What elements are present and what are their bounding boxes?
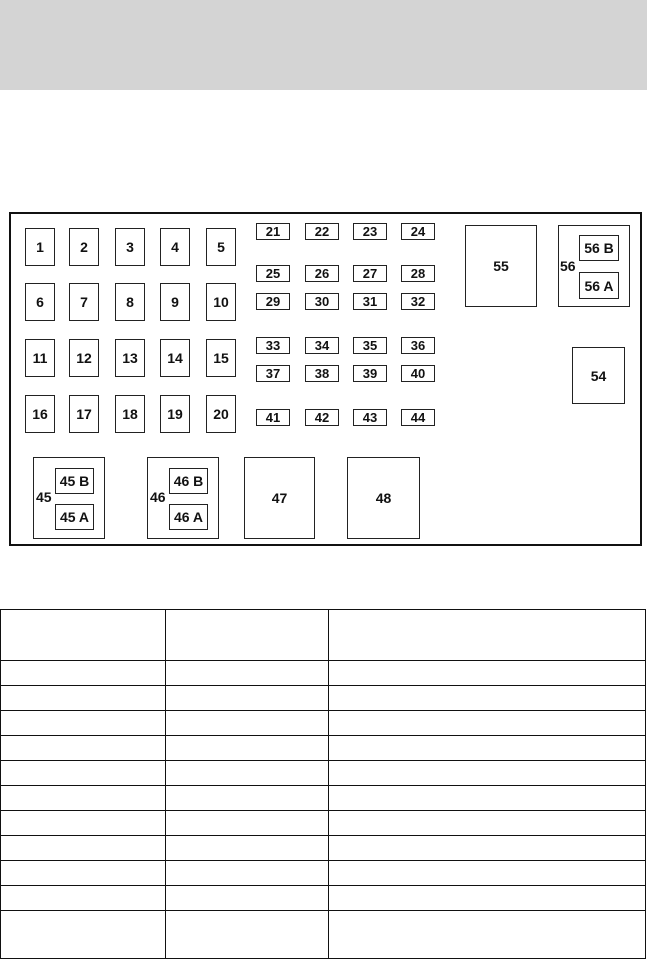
relay-55: 55 <box>465 225 537 307</box>
table-row <box>1 861 646 886</box>
header-band <box>0 0 647 90</box>
fuse-42: 42 <box>305 409 339 426</box>
table-cell <box>329 711 646 736</box>
fuse-4: 4 <box>160 228 190 266</box>
fuse-19: 19 <box>160 395 190 433</box>
header-circuits-protected <box>329 610 646 661</box>
fuse-25: 25 <box>256 265 290 282</box>
fuse-18: 18 <box>115 395 145 433</box>
fuse-35: 35 <box>353 337 387 354</box>
fuse-26: 26 <box>305 265 339 282</box>
fuse-21: 21 <box>256 223 290 240</box>
table-cell <box>1 786 166 811</box>
table-cell <box>329 861 646 886</box>
relay-54: 54 <box>572 347 625 404</box>
fuse-6: 6 <box>25 283 55 321</box>
table-cell <box>329 661 646 686</box>
table-cell <box>166 661 329 686</box>
relay-45-label: 45 <box>36 489 52 505</box>
table-cell <box>1 761 166 786</box>
table-cell <box>166 886 329 911</box>
relay-48: 48 <box>347 457 420 539</box>
fuse-12: 12 <box>69 339 99 377</box>
fuse-table <box>0 609 646 959</box>
table-row <box>1 836 646 861</box>
fuse-41: 41 <box>256 409 290 426</box>
fuse-27: 27 <box>353 265 387 282</box>
table-row <box>1 736 646 761</box>
header-amp-rating <box>166 610 329 661</box>
relay-56a: 56 A <box>579 272 619 299</box>
table-cell <box>166 761 329 786</box>
fuse-37: 37 <box>256 365 290 382</box>
fuse-30: 30 <box>305 293 339 310</box>
fuse-8: 8 <box>115 283 145 321</box>
table-cell <box>166 786 329 811</box>
table-cell <box>329 786 646 811</box>
fuse-24: 24 <box>401 223 435 240</box>
fuse-22: 22 <box>305 223 339 240</box>
fuse-3: 3 <box>115 228 145 266</box>
relay-46b: 46 B <box>169 468 208 494</box>
table-row <box>1 661 646 686</box>
fuse-28: 28 <box>401 265 435 282</box>
fuse-23: 23 <box>353 223 387 240</box>
fuse-13: 13 <box>115 339 145 377</box>
fuse-39: 39 <box>353 365 387 382</box>
fuse-44: 44 <box>401 409 435 426</box>
table-cell <box>166 861 329 886</box>
fuse-17: 17 <box>69 395 99 433</box>
table-cell <box>1 861 166 886</box>
fuse-1: 1 <box>25 228 55 266</box>
fuse-34: 34 <box>305 337 339 354</box>
table-cell <box>1 711 166 736</box>
relay-45a: 45 A <box>55 504 94 530</box>
table-row <box>1 711 646 736</box>
table-row <box>1 686 646 711</box>
table-cell <box>329 736 646 761</box>
table-cell <box>166 911 329 959</box>
table-cell <box>329 911 646 959</box>
header-fuse-position <box>1 610 166 661</box>
table-cell <box>166 686 329 711</box>
fuse-31: 31 <box>353 293 387 310</box>
table-body <box>1 661 646 959</box>
fuse-15: 15 <box>206 339 236 377</box>
fuse-panel-diagram <box>9 212 642 546</box>
table-cell <box>166 811 329 836</box>
table-cell <box>166 836 329 861</box>
table-cell <box>1 836 166 861</box>
fuse-29: 29 <box>256 293 290 310</box>
table-cell <box>1 686 166 711</box>
relay-47: 47 <box>244 457 315 539</box>
fuse-16: 16 <box>25 395 55 433</box>
table-header-row <box>1 610 646 661</box>
table-row <box>1 761 646 786</box>
fuse-40: 40 <box>401 365 435 382</box>
table-cell <box>329 811 646 836</box>
fuse-20: 20 <box>206 395 236 433</box>
fuse-36: 36 <box>401 337 435 354</box>
relay-56-label: 56 <box>560 258 576 274</box>
table-cell <box>166 711 329 736</box>
table-row <box>1 786 646 811</box>
fuse-32: 32 <box>401 293 435 310</box>
table-cell <box>1 736 166 761</box>
fuse-11: 11 <box>25 339 55 377</box>
fuse-5: 5 <box>206 228 236 266</box>
fuse-10: 10 <box>206 283 236 321</box>
table-cell <box>1 911 166 959</box>
fuse-43: 43 <box>353 409 387 426</box>
fuse-38: 38 <box>305 365 339 382</box>
table-cell <box>1 886 166 911</box>
table-cell <box>329 686 646 711</box>
table-cell <box>1 811 166 836</box>
table-row <box>1 811 646 836</box>
relay-45b: 45 B <box>55 468 94 494</box>
table-row <box>1 911 646 959</box>
relay-46-label: 46 <box>150 489 166 505</box>
fuse-9: 9 <box>160 283 190 321</box>
table-cell <box>329 886 646 911</box>
fuse-33: 33 <box>256 337 290 354</box>
fuse-2: 2 <box>69 228 99 266</box>
table-cell <box>166 736 329 761</box>
fuse-14: 14 <box>160 339 190 377</box>
relay-56b: 56 B <box>579 235 619 261</box>
fuse-7: 7 <box>69 283 99 321</box>
table-cell <box>1 661 166 686</box>
table-cell <box>329 761 646 786</box>
table-cell <box>329 836 646 861</box>
table-row <box>1 886 646 911</box>
relay-46a: 46 A <box>169 504 208 530</box>
